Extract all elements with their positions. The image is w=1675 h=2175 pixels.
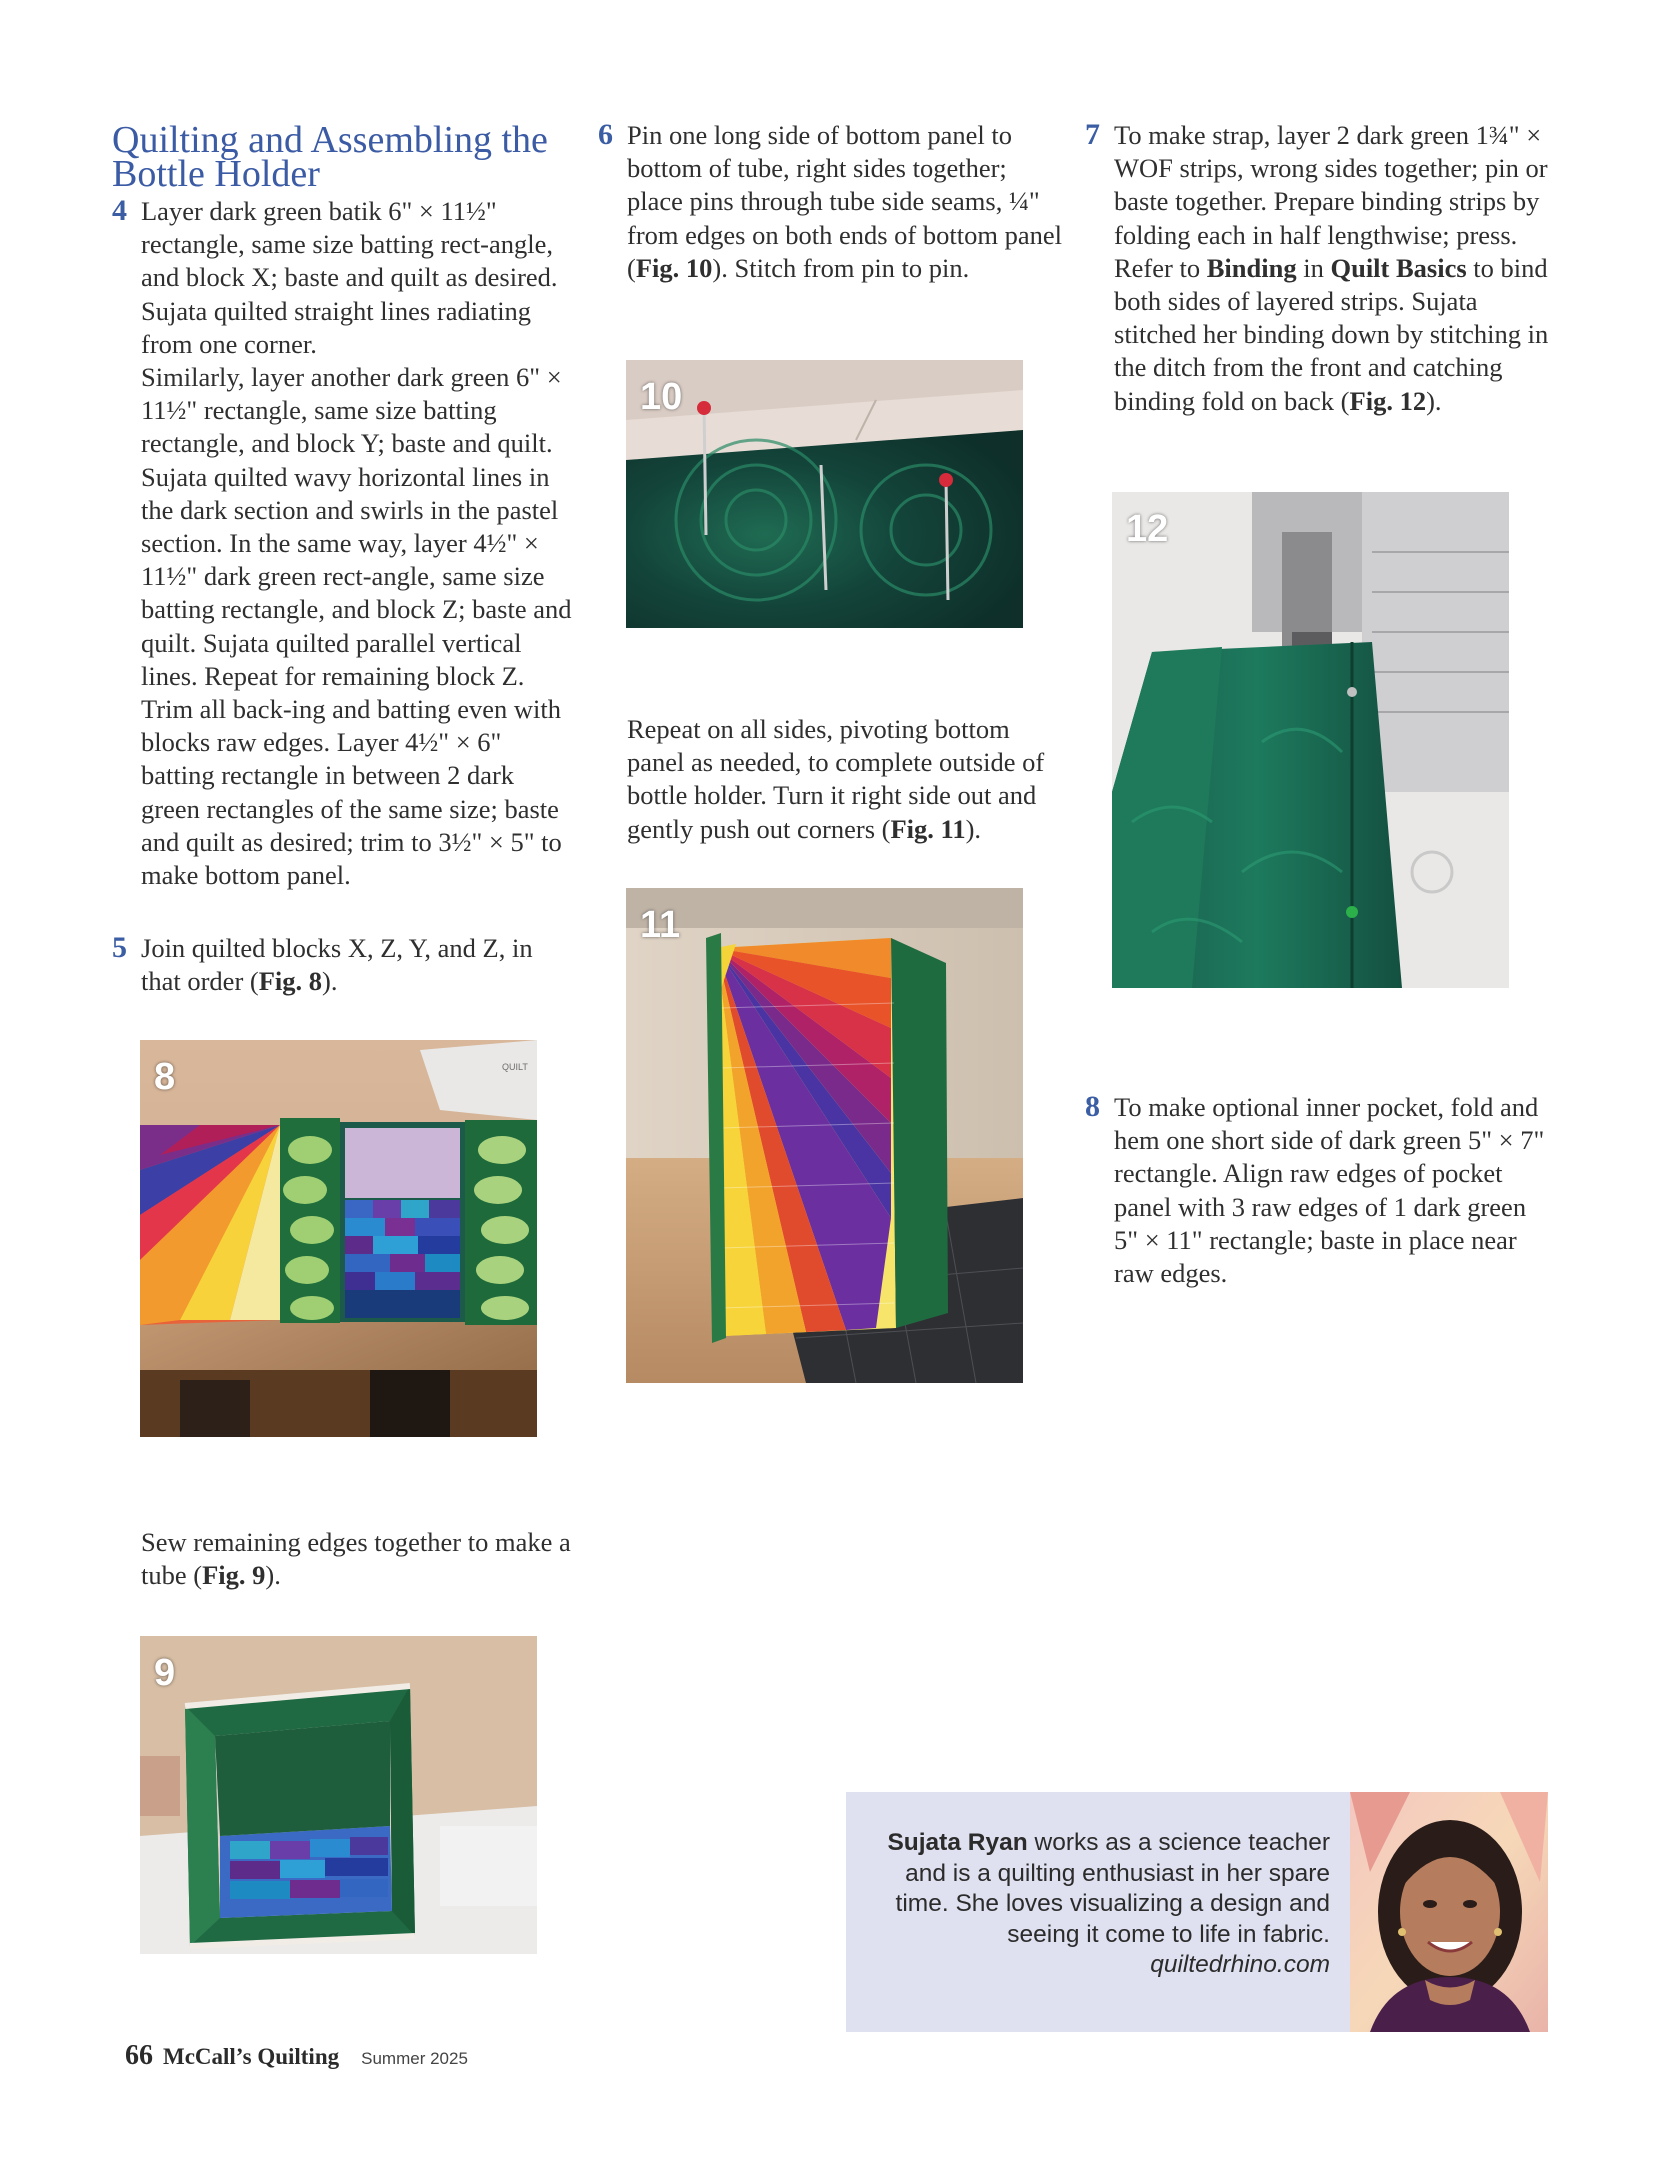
step-8 [1085,1090,1553,1290]
magazine-name: McCall’s Quilting [163,2044,340,2069]
repeat-sides-end: ). [965,813,982,844]
sew-tube-end: ). [265,1560,281,1591]
figure-8-photo [140,1040,537,1437]
step-4-number: 4 [112,194,127,227]
figure-10-label: 10 [640,376,683,418]
author-website-link[interactable]: quiltedrhino.com [1150,1951,1330,1978]
fig-11-reference: Fig. 11 [890,813,966,844]
step-7-in: in [1296,252,1331,283]
sew-tube-text-body: Sew remaining edges together to make a tube ( [141,1527,571,1591]
figure-8-label: 8 [154,1056,176,1098]
sew-tube-text [141,1526,571,1592]
binding-reference: Binding [1206,252,1297,283]
author-name: Sujata Ryan [887,1829,1028,1856]
step-4 [112,194,574,892]
heading-line-1: Quilting and Assembling the [112,119,548,161]
heading-line-2: Bottle Holder [112,153,320,195]
step-4-text: Layer dark green batik 6" × 11½" rectangle, same size batting rect-angle, and block X; baste and quilt as desired. Sujata quilted straight lines radiating from one corner. [141,196,558,359]
author-portrait [1350,1792,1548,2032]
step-7-text: To make strap, layer 2 dark green 1¾" × WOF strips, wrong sides together; pin or baste together. Prepare binding strips by folding each in half lengthwise; press. Refer to [1114,120,1548,283]
figure-10-photo [626,360,1023,628]
author-bio-body: works as a science teacher and is a quilting enthusiast in her spare time. She loves visualizing a design and seeing it come to life in fabric. [895,1829,1330,1948]
step-5 [112,931,574,998]
figure-9-label: 9 [154,1652,176,1694]
figure-12-label: 12 [1126,508,1169,550]
fig-12-reference: Fig. 12 [1349,385,1427,416]
issue-date: Summer 2025 [361,2049,468,2068]
section-heading [112,119,582,195]
step-5-number: 5 [112,931,127,964]
step-6-end: ). Stitch from pin to pin. [712,252,970,283]
repeat-sides-text [627,713,1067,846]
step-8-number: 8 [1085,1090,1100,1123]
step-8-text: To make optional inner pocket, fold and hem one short side of dark green 5" × 7" rectangle. Align raw edges of pocket panel with 3 raw edges of 1 dark green 5" × 11" rectangle; baste in place near raw edges. [1114,1092,1545,1289]
figure-11-label: 11 [640,904,681,946]
page-footer [125,2040,468,2072]
step-7 [1085,118,1553,418]
fig-10-reference: Fig. 10 [635,252,713,283]
machine-logo: QUILT [502,1062,528,1072]
step-4-continued: Similarly, layer another dark green 6" × 11½" rectangle, same size batting rectangle, and block Y; baste and quilt. Sujata quilted wavy horizontal lines in the dark section and swirls in the pastel section. In the same way, layer 4½" × 11½" dark green rect-angle, same size batting rectangle, and block Z; baste and quilt. Sujata quilted parallel vertical lines. Repeat for remaining block Z. Trim all back-ing and batting even with blocks raw edges. Layer 4½" × 6" batting rectangle in between 2 dark green rectangles of the same size; baste and quilt as desired; trim to 3½" × 5" to make bottom panel. [141,362,572,891]
step-6 [598,118,1068,285]
figure-9-photo [140,1636,537,1954]
step-6-text: Pin one long side of bottom panel to bottom of tube, right sides together; place pins through tube side seams, ¼" from edges on both ends of bottom panel ( [627,120,1062,283]
figure-12-photo [1112,492,1509,988]
author-bio-text [860,1828,1330,1981]
quilt-basics-reference: Quilt Basics [1330,252,1467,283]
page-number: 66 [125,2040,153,2071]
step-7-text-continued: to bind both sides of layered strips. Sujata stitched her binding down by stitching in the ditch from the front and catching binding fold on back ( [1114,252,1549,416]
fig-8-reference: Fig. 8 [258,966,323,997]
step-5-text: Join quilted blocks X, Z, Y, and Z, in that order ( [141,933,533,997]
figure-11-photo [626,888,1023,1383]
step-6-number: 6 [598,118,613,151]
author-bio-box [846,1792,1350,2032]
step-7-number: 7 [1085,118,1100,151]
step-7-end: ). [1426,385,1442,416]
repeat-sides-text-body: Repeat on all sides, pivoting bottom panel as needed, to complete outside of bottle holder. Turn it right side out and gently push out corners ( [627,714,1045,844]
step-5-end: ). [322,966,338,997]
fig-9-reference: Fig. 9 [202,1560,266,1591]
